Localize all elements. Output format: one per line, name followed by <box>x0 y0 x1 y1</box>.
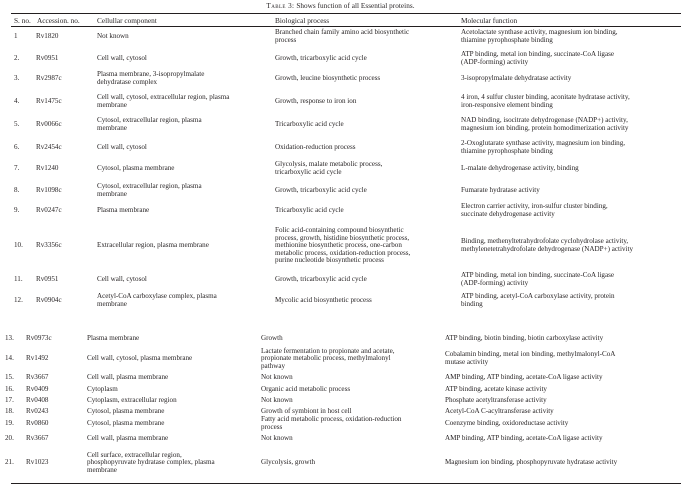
cell-comp-line: membrane <box>97 123 127 132</box>
cell-proc <box>275 297 372 305</box>
cell-proc <box>275 98 356 106</box>
cell-proc <box>275 55 367 63</box>
cell-proc-line: Growth of symbiont in host cell <box>261 407 352 416</box>
cell-comp <box>87 335 139 343</box>
top-rule <box>11 13 681 14</box>
cell-comp-line: Cytoplasm, extracellular region <box>87 396 177 405</box>
cell-sno-line: 5. <box>14 120 20 129</box>
cell-func-line: 4 iron, 4 sulfur cluster binding, aconitate hydratase activity, <box>461 93 630 102</box>
cell-proc <box>261 416 401 431</box>
cell-sno <box>14 297 23 305</box>
cell-sno <box>14 187 19 195</box>
cell-comp <box>97 144 147 152</box>
cell-acc <box>26 408 48 416</box>
cell-acc-line: Rv1820 <box>36 32 59 41</box>
cell-comp-line: Cell wall, cytosol, plasma membrane <box>87 354 193 363</box>
cell-func <box>445 374 603 382</box>
cell-comp-line: Cell wall, cytosol, extracellular region, plasma <box>97 93 230 102</box>
cell-comp-line: Cytosol, extracellular region, plasma <box>97 182 202 191</box>
cell-comp-line: Cell wall, cytosol <box>97 275 147 284</box>
cell-sno <box>5 459 14 467</box>
cell-proc-line: Oxidation-reduction process <box>275 143 356 152</box>
cell-sno-line: 12. <box>14 296 23 305</box>
cell-proc-line: Growth, tricarboxylic acid cycle <box>275 186 367 195</box>
cell-comp-line: Extracellular region, plasma membrane <box>97 241 209 250</box>
cell-acc <box>26 435 48 443</box>
cell-func-line: (ADP-forming) activity <box>461 278 529 287</box>
cell-comp <box>87 374 168 382</box>
cell-sno <box>5 386 14 394</box>
cell-sno <box>5 435 14 443</box>
header-rule <box>11 26 681 27</box>
cell-func <box>461 293 615 308</box>
cell-proc-line: propionate metabolic process, methylmalonyl <box>261 354 391 363</box>
cell-comp <box>97 55 147 63</box>
cell-acc-line: Rv0973c <box>26 334 52 343</box>
cell-acc <box>36 207 62 215</box>
cell-func-line: mutase activity <box>445 357 489 366</box>
cell-proc-line: Growth, leucine biosynthetic process <box>275 74 381 83</box>
cell-proc-line: Folic acid-containing compound biosynthetic <box>275 226 404 234</box>
cell-sno-line: 20. <box>5 434 14 443</box>
cell-func-line: AMP binding, ATP binding, acetate-CoA ligase activity <box>445 434 603 443</box>
cell-acc-line: Rv3667 <box>26 373 49 382</box>
cell-proc-line: Glycolysis, malate metabolic process, <box>275 160 383 169</box>
cell-sno <box>14 207 19 215</box>
cell-func-line: Fumarate hydratase activity <box>461 186 540 195</box>
header-sno: S. no. <box>14 16 31 25</box>
cell-func-line: Phosphate acetyltransferase activity <box>445 396 547 405</box>
cell-comp <box>97 293 217 308</box>
cell-func <box>461 238 633 253</box>
cell-sno-line: 19. <box>5 419 14 428</box>
cell-acc-line: Rv0904c <box>36 296 62 305</box>
cell-acc-line: Rv0951 <box>36 275 59 284</box>
cell-proc <box>275 276 367 284</box>
cell-func-line: Electron carrier activity, iron-sulfur cluster binding, <box>461 202 608 211</box>
cell-func <box>461 187 540 195</box>
cell-func-line: thiamine pyrophosphate binding <box>461 35 553 44</box>
cell-func-line: Acetolactate synthase activity, magnesium ion binding, <box>461 28 618 37</box>
cell-comp <box>97 165 174 173</box>
cell-comp-line: phosphopyruvate hydratase complex, plasma <box>87 458 215 467</box>
cell-comp-line: Not known <box>97 32 129 41</box>
cell-proc <box>261 374 293 382</box>
cell-acc <box>36 55 58 63</box>
cell-proc <box>261 397 293 405</box>
caption-label: Table 3: <box>266 2 295 10</box>
cell-func-line: AMP binding, ATP binding, acetate-CoA ligase activity <box>445 373 603 382</box>
cell-acc-line: Rv1492 <box>26 354 49 363</box>
cell-proc <box>275 187 367 195</box>
cell-comp <box>97 33 129 41</box>
cell-sno <box>14 144 19 152</box>
cell-proc-line: Not known <box>261 434 293 443</box>
cell-proc <box>261 459 315 467</box>
cell-proc-line: Growth, tricarboxylic acid cycle <box>275 54 367 63</box>
cell-sno-line: 10. <box>14 241 23 250</box>
cell-sno <box>14 98 19 106</box>
cell-acc-line: Rv0409 <box>26 385 49 394</box>
cell-comp-line: Cytosol, extracellular region, plasma <box>97 116 202 125</box>
cell-acc <box>26 335 52 343</box>
cell-acc-line: Rv0951 <box>36 54 59 63</box>
cell-sno-line: 8. <box>14 186 20 195</box>
cell-comp-line: membrane <box>87 465 117 474</box>
cell-acc-line: Rv3667 <box>26 434 49 443</box>
cell-func <box>445 335 603 343</box>
header-process: Biological process <box>275 16 330 25</box>
cell-func-line: thiamine pyrophosphate binding <box>461 146 553 155</box>
cell-proc <box>275 144 356 152</box>
header-accession: Accession. no. <box>37 16 80 25</box>
cell-sno-line: 16. <box>5 385 14 394</box>
cell-acc <box>26 374 48 382</box>
cell-func-line: (ADP-forming) activity <box>461 57 529 66</box>
cell-func <box>461 51 614 66</box>
cell-proc <box>275 121 344 129</box>
cell-func <box>461 203 608 218</box>
cell-proc-line: Growth, response to iron ion <box>275 97 357 106</box>
cell-sno-line: 18. <box>5 407 14 416</box>
cell-acc <box>26 386 48 394</box>
cell-proc-line: Not known <box>261 396 293 405</box>
cell-comp <box>97 242 209 250</box>
cell-proc-line: Not known <box>261 373 293 382</box>
cell-acc <box>36 75 62 83</box>
cell-proc-line: Fatty acid metabolic process, oxidation-reduction <box>261 415 402 424</box>
cell-sno-line: 7. <box>14 164 20 173</box>
cell-proc <box>275 75 380 83</box>
cell-acc <box>36 276 58 284</box>
cell-proc-line: Lactate fermentation to propionate and acetate, <box>261 346 395 355</box>
cell-func-line: ATP binding, metal ion binding, succinate-CoA ligase <box>461 50 615 59</box>
cell-sno-line: 4. <box>14 97 20 106</box>
cell-proc-line: Growth, tricarboxylic acid cycle <box>275 275 367 284</box>
bottom-rule <box>11 483 681 484</box>
cell-func-line: succinate dehydrogenase activity <box>461 209 555 218</box>
cell-comp-line: Cell wall, cytosol <box>97 143 147 152</box>
cell-acc <box>36 165 58 173</box>
cell-proc-line: pathway <box>261 361 286 370</box>
cell-proc <box>261 386 350 394</box>
cell-func <box>445 397 547 405</box>
cell-comp <box>97 71 204 86</box>
cell-func <box>445 459 617 467</box>
cell-sno-line: 6. <box>14 143 20 152</box>
cell-proc-line: Glycolysis, growth <box>261 458 315 467</box>
cell-func-line: ATP binding, acetyl-CoA carboxylase activity, protein <box>461 292 615 301</box>
cell-func-line: ATP binding, acetate kinase activity <box>445 385 547 394</box>
cell-func-line: ATP binding, biotin binding, biotin carboxylase activity <box>445 334 604 343</box>
table-caption <box>0 2 681 10</box>
cell-acc-line: Rv0243 <box>26 407 49 416</box>
cell-func-line: Coenzyme binding, oxidoreductase activity <box>445 419 569 428</box>
cell-comp-line: membrane <box>97 299 127 308</box>
cell-comp <box>97 94 229 109</box>
cell-acc <box>36 187 62 195</box>
cell-proc-line: metabolic process, oxidation-reduction process, <box>275 248 411 257</box>
cell-comp-line: dehydratase complex <box>97 77 158 86</box>
cell-acc-line: Rv0860 <box>26 419 49 428</box>
cell-func-line: magnesium ion binding, protein homodimerization activity <box>461 123 629 132</box>
cell-acc-line: Rv0066c <box>36 120 62 129</box>
cell-proc <box>275 207 344 215</box>
cell-comp <box>97 276 147 284</box>
cell-sno-line: 2. <box>14 54 20 63</box>
cell-proc-line: Branched chain family amino acid biosynthetic <box>275 28 410 37</box>
cell-func <box>461 117 628 132</box>
cell-proc <box>275 29 409 44</box>
cell-sno <box>5 420 14 428</box>
cell-comp <box>97 183 202 198</box>
cell-func-line: 3-isopropylmalate dehydratase activity <box>461 74 572 83</box>
cell-sno <box>14 55 19 63</box>
header-function: Molecular function <box>461 16 518 25</box>
cell-comp-line: membrane <box>97 100 127 109</box>
cell-acc-line: Rv1098c <box>36 186 62 195</box>
cell-func-line: methylenetetrahydrofolate dehydrogenase (NADP+) activity <box>461 244 634 253</box>
cell-comp <box>87 386 118 394</box>
cell-sno-line: 1 <box>14 32 18 41</box>
cell-comp <box>97 207 149 215</box>
cell-comp-line: Acetyl-CoA carboxylase complex, plasma <box>97 292 217 301</box>
cell-comp <box>87 452 215 475</box>
cell-func <box>461 94 630 109</box>
cell-func <box>461 165 579 173</box>
cell-comp-line: Cell wall, cytosol <box>97 54 147 63</box>
cell-func <box>445 408 554 416</box>
cell-sno <box>5 335 14 343</box>
cell-func-line: Magnesium ion binding, phosphopyruvate hydratase activity <box>445 458 618 467</box>
cell-proc-line: process <box>275 35 297 44</box>
cell-acc-line: Rv0408 <box>26 396 49 405</box>
cell-proc <box>275 161 382 176</box>
cell-func <box>461 29 618 44</box>
cell-sno <box>14 75 19 83</box>
cell-proc <box>261 348 395 371</box>
cell-acc-line: Rv3356c <box>36 241 62 250</box>
cell-func-line: ATP binding, metal ion binding, succinate-CoA ligase <box>461 271 615 280</box>
cell-acc <box>26 397 48 405</box>
cell-sno <box>14 33 18 41</box>
cell-sno <box>5 408 14 416</box>
cell-comp-line: Cell wall, plasma membrane <box>87 434 169 443</box>
cell-acc <box>36 33 58 41</box>
cell-acc <box>36 121 62 129</box>
cell-func <box>461 272 614 287</box>
cell-comp-line: Cytosol, plasma membrane <box>87 419 165 428</box>
cell-func-line: L-malate dehydrogenase activity, binding <box>461 164 579 173</box>
cell-comp-line: Cytosol, plasma membrane <box>87 407 165 416</box>
cell-sno-line: 21. <box>5 458 14 467</box>
cell-func <box>461 140 625 155</box>
cell-proc-line: methionine biosynthetic process, one-carbon <box>275 241 402 250</box>
cell-comp-line: Cytosol, plasma membrane <box>97 164 175 173</box>
cell-acc-line: Rv1023 <box>26 458 49 467</box>
cell-func <box>445 386 547 394</box>
cell-proc-line: Mycolic acid biosynthetic process <box>275 296 372 305</box>
cell-acc-line: Rv1475c <box>36 97 62 106</box>
cell-sno-line: 11. <box>14 275 23 284</box>
cell-sno-line: 14. <box>5 354 14 363</box>
cell-comp-line: Plasma membrane <box>97 206 150 215</box>
cell-acc <box>36 297 62 305</box>
cell-comp-line: membrane <box>97 189 127 198</box>
cell-sno <box>14 121 19 129</box>
cell-func-line: binding <box>461 299 483 308</box>
cell-proc-line: process <box>261 422 283 431</box>
cell-proc-line: Organic acid metabolic process <box>261 385 351 394</box>
cell-acc <box>26 420 48 428</box>
cell-acc-line: Rv2454c <box>36 143 62 152</box>
cell-func-line: Cobalamin binding, metal ion binding, methylmalonyl-CoA <box>445 350 616 359</box>
cell-comp-line: Plasma membrane <box>87 334 140 343</box>
cell-comp <box>87 408 164 416</box>
cell-acc-line: Rv0247c <box>36 206 62 215</box>
cell-sno <box>14 165 19 173</box>
cell-comp <box>87 435 168 443</box>
cell-acc-line: Rv2987c <box>36 74 62 83</box>
cell-sno-line: 13. <box>5 334 14 343</box>
cell-func <box>445 420 568 428</box>
caption-text: Shows function of all Essential proteins. <box>296 2 415 10</box>
cell-proc-line: purine nucleotide biosynthetic process <box>275 256 384 265</box>
cell-func <box>445 435 603 443</box>
cell-func-line: Acetyl-CoA C-acyltransferase activity <box>445 407 554 416</box>
cell-sno <box>5 374 14 382</box>
cell-func-line: 2-Oxoglutarate synthase activity, magnesium ion binding, <box>461 139 626 148</box>
cell-acc <box>36 144 62 152</box>
cell-sno <box>14 242 23 250</box>
cell-sno <box>14 276 23 284</box>
cell-sno-line: 3. <box>14 74 20 83</box>
cell-proc <box>261 435 293 443</box>
cell-acc <box>26 459 48 467</box>
cell-func-line: Binding, methenyltetrahydrofolate cyclohydrolase activity, <box>461 237 629 246</box>
cell-sno-line: 15. <box>5 373 14 382</box>
cell-comp-line: Cell surface, extracellular region, <box>87 450 182 459</box>
cell-comp-line: Cytoplasm <box>87 385 118 394</box>
cell-comp <box>87 420 164 428</box>
cell-proc <box>275 227 410 265</box>
cell-proc-line: tricarboxylic acid cycle <box>275 167 342 176</box>
cell-sno <box>5 397 14 405</box>
cell-func-line: NAD binding, isocitrate dehydrogenase (NADP+) activity, <box>461 116 628 125</box>
cell-comp-line: Plasma membrane, 3-isopropylmalate <box>97 70 205 79</box>
cell-sno <box>5 355 14 363</box>
cell-proc-line: Tricarboxylic acid cycle <box>275 206 344 215</box>
cell-proc-line: Tricarboxylic acid cycle <box>275 120 344 129</box>
cell-comp <box>97 117 202 132</box>
cell-comp <box>87 355 192 363</box>
cell-comp <box>87 397 177 405</box>
cell-func <box>461 75 571 83</box>
cell-acc <box>36 98 62 106</box>
cell-sno-line: 9. <box>14 206 20 215</box>
header-component: Cellullar component <box>97 16 157 25</box>
cell-func-line: iron-responsive element binding <box>461 100 553 109</box>
cell-sno-line: 17. <box>5 396 14 405</box>
cell-proc-line: process, growth, histidine biosynthetic process, <box>275 233 410 242</box>
cell-acc <box>26 355 48 363</box>
cell-proc-line: Growth <box>261 334 283 343</box>
cell-func <box>445 351 615 366</box>
cell-comp-line: Cell wall, plasma membrane <box>87 373 169 382</box>
cell-acc <box>36 242 62 250</box>
cell-acc-line: Rv1240 <box>36 164 59 173</box>
cell-proc <box>261 335 283 343</box>
